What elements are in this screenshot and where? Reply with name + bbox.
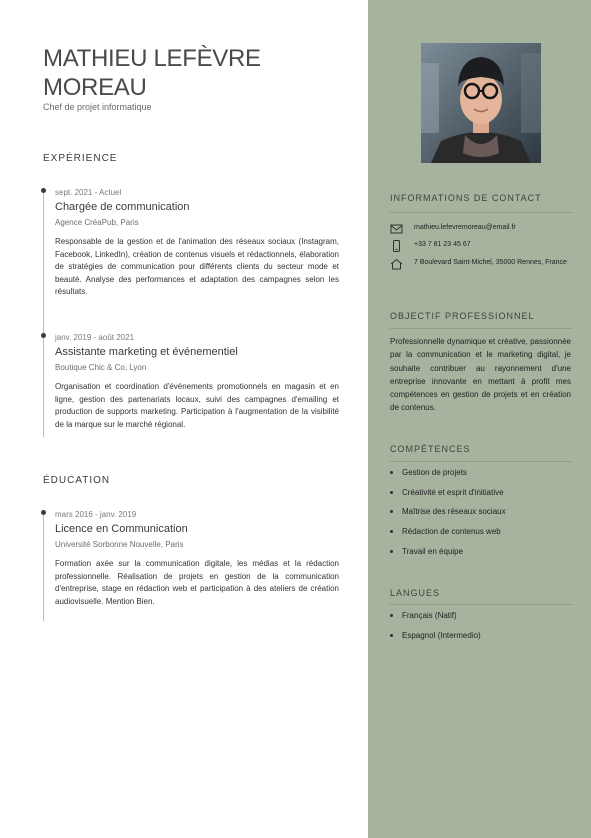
entry-date: mars 2016 - janv. 2019 (55, 510, 137, 519)
contact-email (390, 222, 580, 234)
skill-item (390, 463, 506, 483)
skills-heading: COMPÉTENCES (390, 444, 471, 454)
entry-description: Responsable de la gestion et de l'animation des réseaux sociaux (Instagram, Facebook, LinkedIn), création de contenus visuels et rédactionnels, élaboration de stratégies de communication pour différents clients du secteur mode et beauté. Analyse des performances et adaptation des campagnes selon les résultats. (55, 237, 339, 297)
language-label: Français (Natif) (402, 611, 457, 621)
skill-label: Maîtrise des réseaux sociaux (402, 507, 506, 517)
divider (390, 461, 572, 462)
entry-organization: Université Sorbonne Nouvelle, Paris (55, 540, 184, 549)
entry-date: janv. 2019 - août 2021 (55, 333, 135, 342)
entry-role: Assistante marketing et événementiel (55, 346, 238, 358)
skill-label: Créativité et esprit d'initiative (402, 487, 504, 497)
contact-address-text: 7 Boulevard Saint-Michel, 35000 Rennes, France (414, 259, 567, 266)
contact-phone-text[interactable]: +33 7 81 23 45 67 (414, 241, 471, 248)
experience-heading: EXPÉRIENCE (43, 153, 118, 164)
objective-text: Professionnelle dynamique et créative, passionnée par la communication et le marketing digital, je souhaite contribuer au rayonnement d'une entreprise innovante en mettant à profit mes compétences en gestion de projets et en création de contenus. (390, 337, 571, 413)
language-item (390, 626, 481, 646)
entry-description: Formation axée sur la communication digitale, les médias et la rédaction professionnelle. Réalisation de projets en gestion de la communication d'entreprise, stage en rédaction web et participation à des ateliers de création audiovisuelle. Mention Bien. (55, 559, 339, 606)
skill-item (390, 483, 506, 503)
profile-photo (421, 43, 541, 163)
divider (390, 604, 572, 605)
skill-label: Rédaction de contenus web (402, 527, 501, 537)
experience-timeline (43, 187, 343, 437)
job-title: Chef de projet informatique (43, 102, 152, 112)
skills-list (390, 463, 506, 561)
experience-entry (55, 187, 339, 299)
contact-phone (390, 239, 580, 251)
skill-label: Gestion de projets (402, 468, 467, 478)
divider (390, 212, 572, 213)
timeline-dot (41, 333, 46, 338)
skill-item (390, 522, 506, 542)
timeline-dot (41, 188, 46, 193)
entry-organization: Boutique Chic & Co, Lyon (55, 363, 147, 372)
phone-icon (390, 239, 403, 251)
entry-description: Organisation et coordination d'événements promotionnels en magasin et en ligne, gestion des partenariats locaux, suivi des campagnes d'emailing et production de supports marketing. Participation à l'augmentation de la visibilité de la marque sur le marché régional. (55, 382, 339, 429)
entry-organization: Agence CréaPub, Paris (55, 218, 139, 227)
language-label: Espagnol (Intermedio) (402, 630, 481, 640)
languages-heading: LANGUES (390, 588, 441, 598)
languages-list (390, 606, 481, 645)
entry-date: sept. 2021 - Actuel (55, 188, 122, 197)
language-item (390, 606, 481, 626)
home-icon (390, 257, 403, 269)
education-timeline (43, 509, 343, 621)
experience-entry (55, 332, 339, 431)
skill-item (390, 541, 506, 561)
contact-email-text[interactable]: mathieu.lefevremoreau@email.fr (414, 224, 516, 231)
skill-label: Travail en équipe (402, 546, 464, 556)
contact-address (390, 257, 580, 269)
skill-item (390, 502, 506, 522)
objective-heading: OBJECTIF PROFESSIONNEL (390, 311, 535, 321)
divider (390, 328, 572, 329)
entry-role: Chargée de communication (55, 201, 190, 213)
contact-heading: INFORMATIONS DE CONTACT (390, 193, 542, 203)
timeline-dot (41, 510, 46, 515)
education-heading: ÉDUCATION (43, 475, 111, 486)
envelope-icon (390, 222, 403, 234)
entry-role: Licence en Communication (55, 523, 188, 535)
education-entry (55, 509, 339, 608)
candidate-name: MATHIEU LEFÈVRE MOREAU (43, 45, 261, 101)
